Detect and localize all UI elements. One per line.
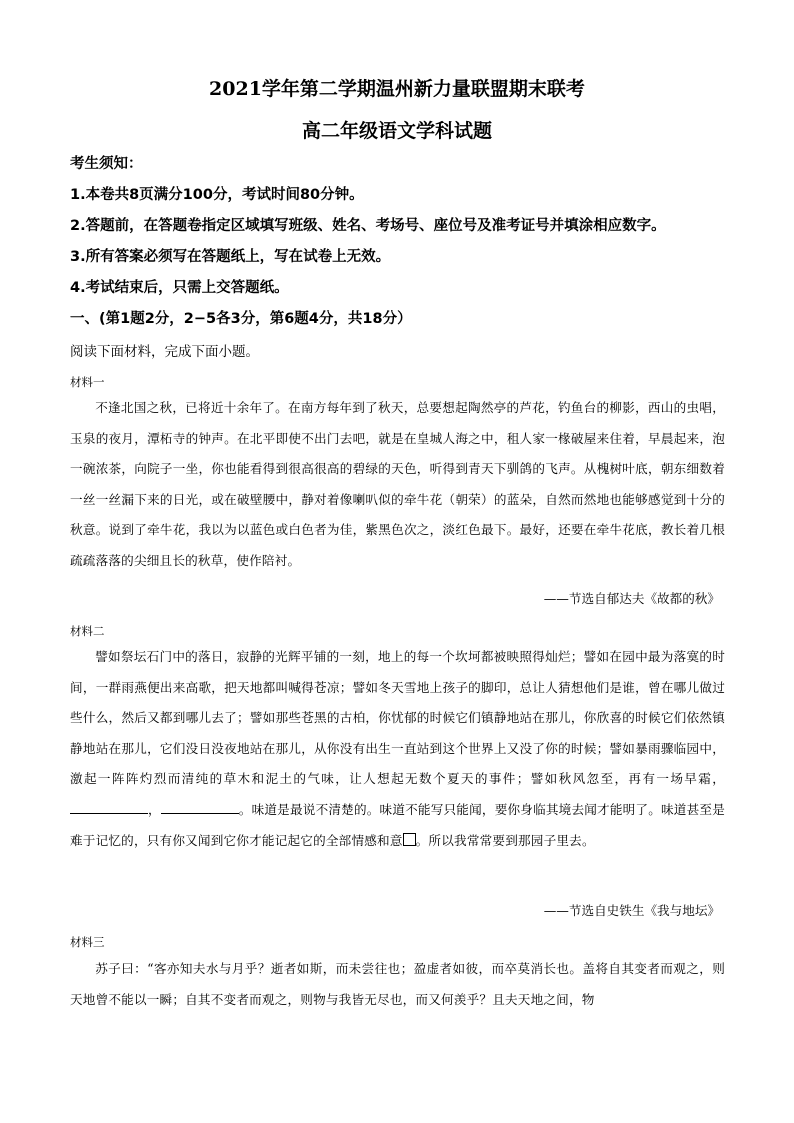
exam-subtitle: 高二年级语文学科试题	[301, 120, 492, 142]
notice-item-4: 4.考试结束后，只需上交答题纸。	[70, 280, 289, 296]
material-2-label: 材料二	[70, 624, 105, 638]
material-1-source: ——节选自郁达夫《故都的秋》	[543, 591, 720, 606]
material-2-separator: ，	[148, 801, 161, 817]
material-2-source: ——节选自史铁生《我与地坛》	[543, 903, 720, 918]
notice-item-3: 3.所有答案必须写在答题纸上，写在试卷上无效。	[70, 249, 391, 265]
material-3-text: 苏子曰：“客亦知夫水与月乎？逝者如斯，而未尝往也；盈虚者如彼，而卒莫消长也。盖将自其变者而观之，则天地曾不能以一瞬；自其不变者而观之，则物与我皆无尽也，而又何羡乎？且夫天地之间，物	[70, 961, 725, 1007]
notice-item-1: 1.本卷共8页满分100分，考试时间80分钟。	[70, 187, 364, 203]
missing-character-box	[403, 833, 416, 846]
notice-item-2: 2.答题前，在答题卷指定区域填写班级、姓名、考场号、座位号及准考证号并填涂相应数字。	[70, 218, 666, 234]
material-2-text-b: 。味道是最说不清楚的。味道不能写只能闻，要你身临其境去闻才能明了。味道甚至是难于记忆的，只有你又闻到它你才能记起它的全部情感和意	[70, 801, 725, 848]
material-1-text: 不逢北国之秋，已将近十余年了。在南方每年到了秋天，总要想起陶然亭的芦花，钓鱼台的柳影，西山的虫唱，玉泉的夜月，潭柘寺的钟声。在北平即使不出门去吧，就是在皇城人海之中，租人家一椽破屋来住着，早晨起来，泡一碗浓茶，向院子一坐，你也能看得到很高很高的碧绿的天色，听得到青天下驯鸽的飞声。从槐树叶底，朝东细数着一丝一丝漏下来的日光，或在破壁腰中，静对着像喇叭似的牵牛花（朝荣）的蓝朵，自然而然地也能够感觉到十分的秋意。说到了牵牛花，我以为以蓝色或白色者为佳，紫黑色次之，淡红色最下。最好，还要在牵牛花底，教长着几根疏疏落落的尖细且长的秋草，使作陪衬。	[70, 400, 725, 568]
material-1-label: 材料一	[70, 375, 105, 389]
exam-title: 2021学年第二学期温州新力量联盟期末联考	[209, 78, 585, 100]
section-heading: 一、(第1题2分，2−5各3分，第6题4分，共18分）	[70, 311, 412, 327]
material-2-text-a: 譬如祭坛石门中的落日，寂静的光辉平铺的一刻，地上的每一个坎坷都被映照得灿烂；譬如在园中最为落寞的时间，一群雨燕便出来高歌，把天地都叫喊得苍凉；譬如冬天雪地上孩子的脚印，总让人猜想他们是谁，曾在哪儿做过些什么，然后又都到哪儿去了；譬如那些苍黑的古柏，你忧郁的时候它们镇静地站在那儿，你欣喜的时候它们依然镇静地站在那儿，它们没日没夜地站在那儿，从你没有出生一直站到这个世界上又没了你的时候；譬如暴雨骤临园中，激起一阵阵灼烈而清纯的草木和泥土的气味，让人想起无数个夏天的事件；譬如秋风忽至，再有一场早霜，	[70, 649, 725, 787]
material-2-text	[70, 642, 725, 856]
material-3-label: 材料三	[70, 935, 105, 949]
material-2-text-c: 。所以我常常要到那园子里去。	[415, 832, 595, 848]
section-instruction: 阅读下面材料，完成下面小题。	[70, 344, 259, 360]
answer-blank-2[interactable]	[161, 801, 239, 814]
notice-heading: 考生须知：	[70, 156, 143, 172]
answer-blank-1[interactable]	[70, 801, 148, 814]
